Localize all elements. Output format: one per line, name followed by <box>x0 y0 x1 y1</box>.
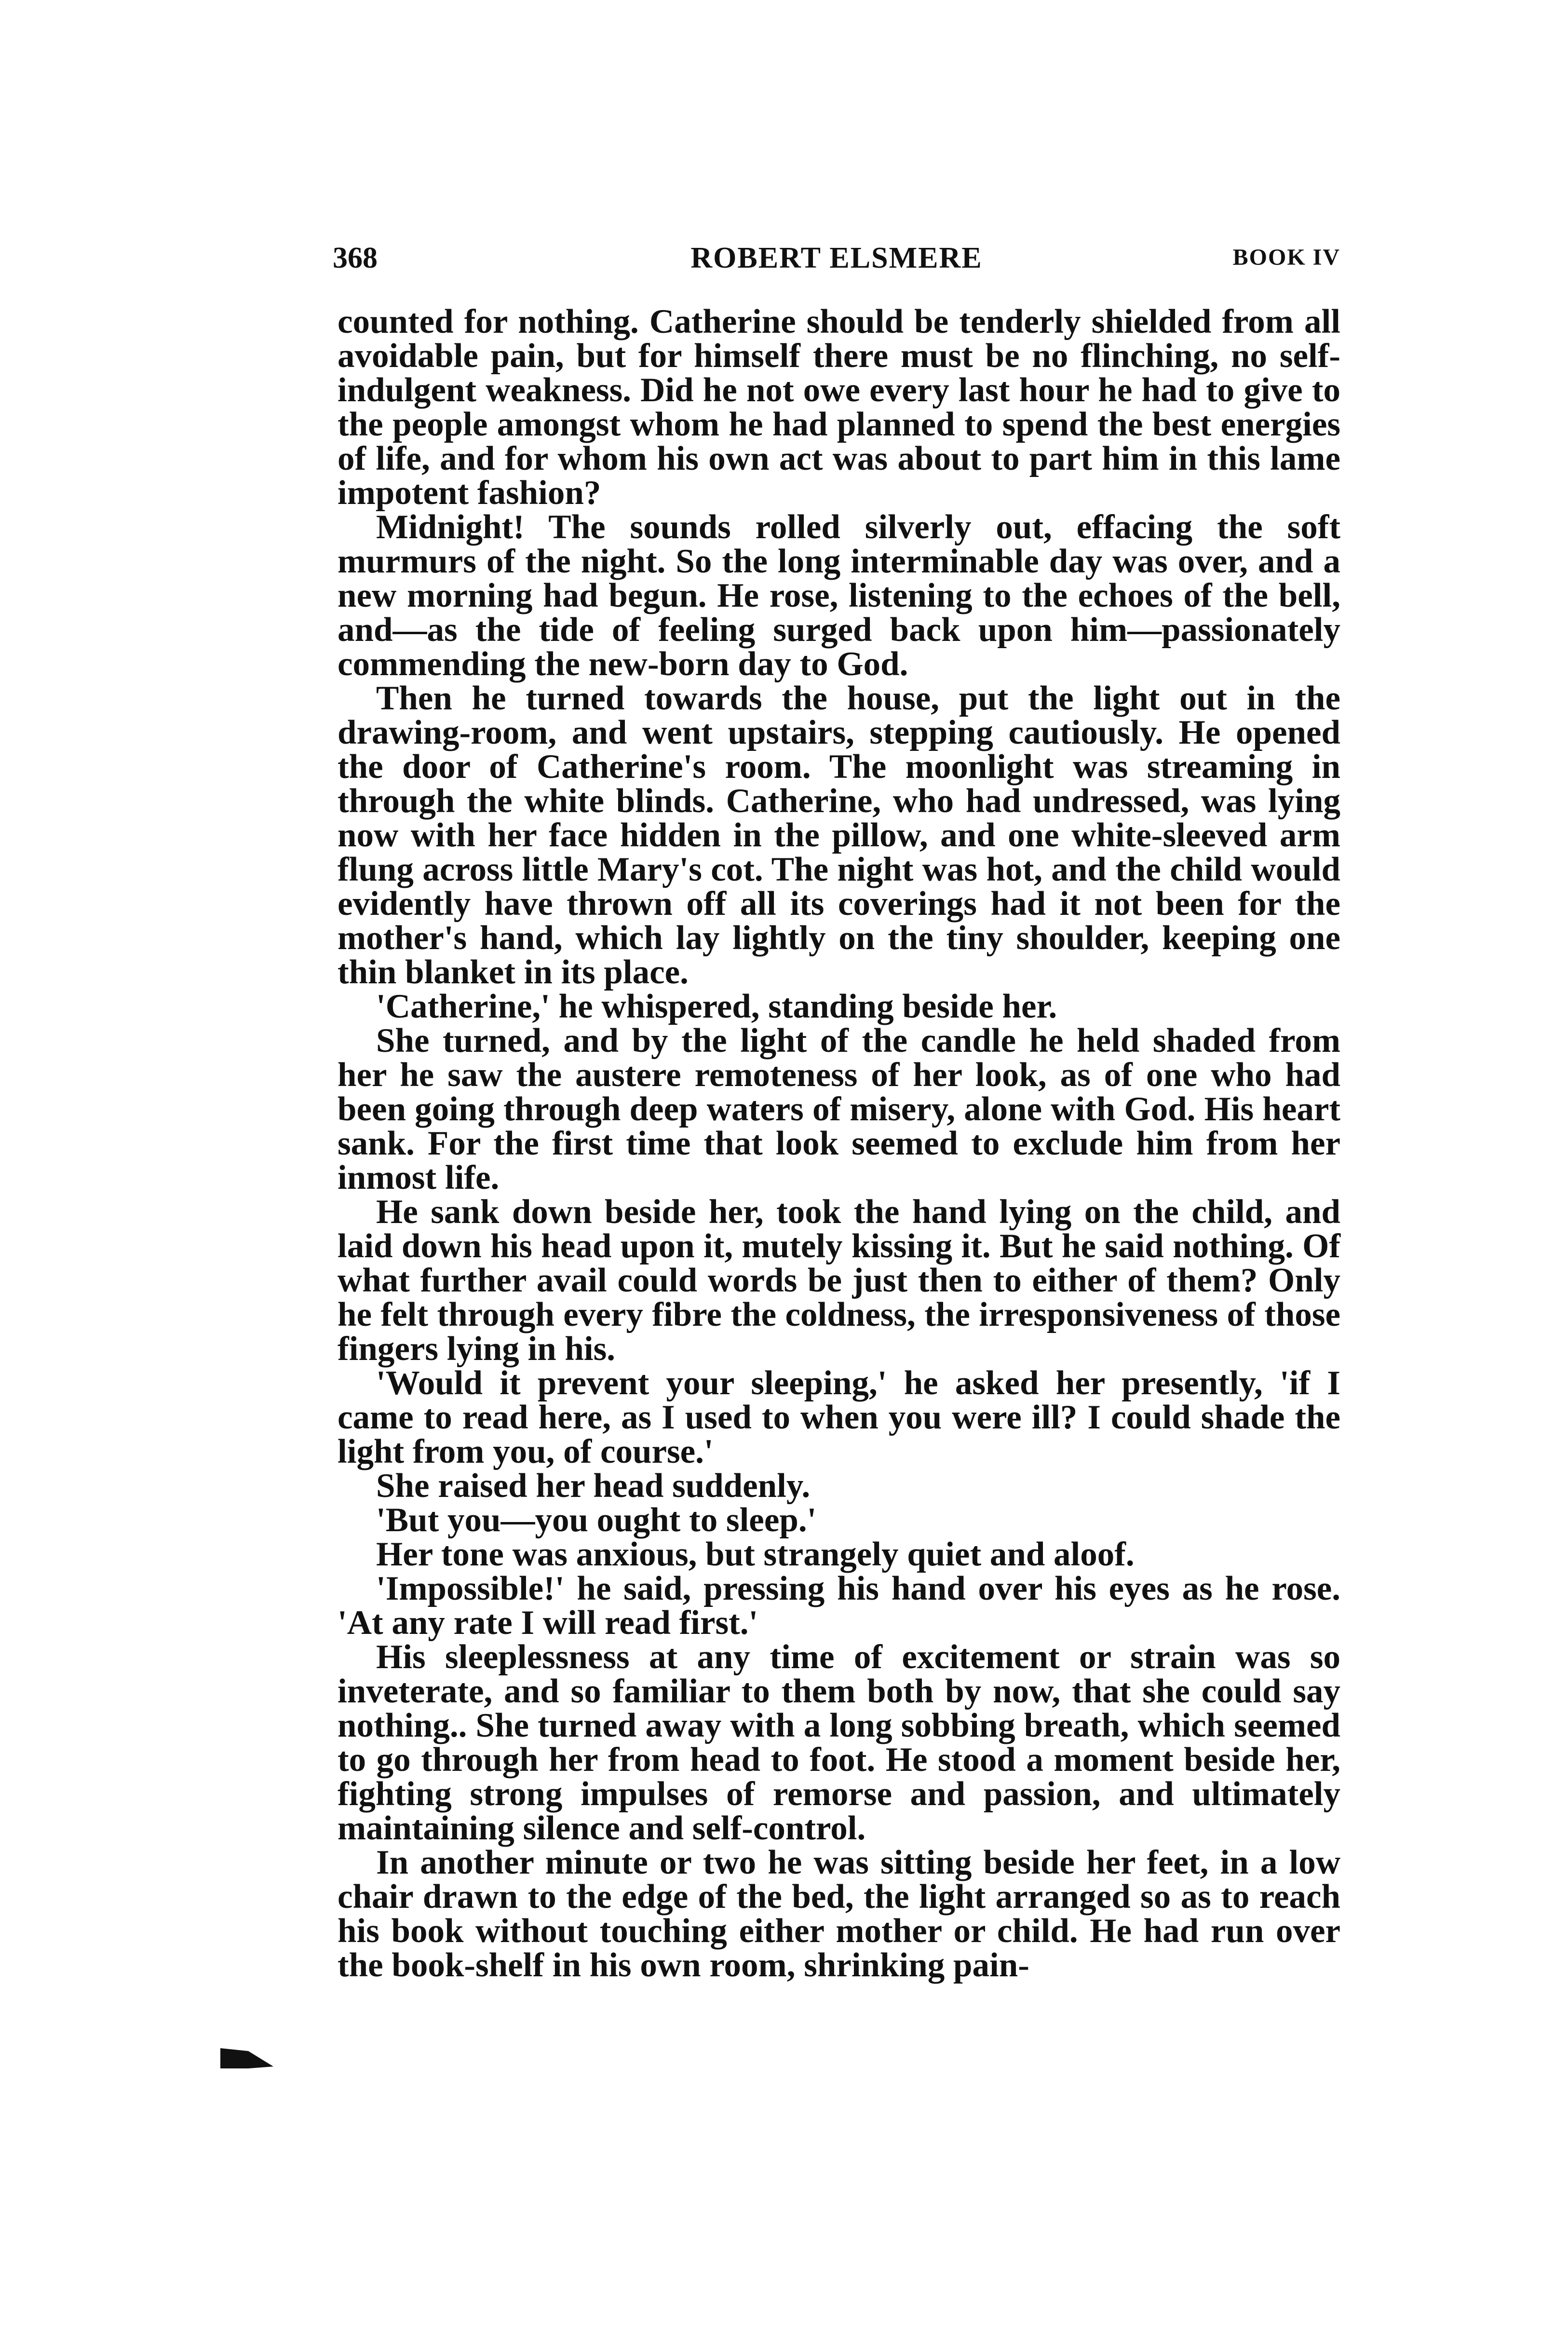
paragraph: She raised her head suddenly. <box>376 1467 811 1505</box>
paragraph: His sleeplessness at any time of excitement or strain was so inveterate, and so familiar to them both by now, that she could say nothing.. She turned away with a long sobbing breath, which seemed to go through her from head to foot. He stood a moment beside her, fighting strong impulses of remorse and passion, and ultimately maintaining silence and self-control. <box>338 1638 1340 1847</box>
paragraph: Her tone was anxious, but strangely quiet and aloof. <box>376 1536 1135 1573</box>
paragraph: She turned, and by the light of the candle he held shaded from her he saw the austere remoteness of her look, as of one who had been going through deep waters of misery, alone with God. His heart sank. For the first time that look seemed to exclude him from her inmost life. <box>338 1022 1340 1196</box>
book-label: BOOK IV <box>1232 245 1340 270</box>
paragraph: Then he turned towards the house, put the light out in the drawing-room, and went upstairs, stepping cautiously. He opened the door of Catherine's room. The moonlight was streaming in through the white blinds. Catherine, who had undressed, was lying now with her face hidden in the pillow, and one white-sleeved arm flung across little Mary's cot. The night was hot, and the child would evidently have thrown off all its coverings had it not been for the mother's hand, which lay lightly on the tiny shoulder, keeping one thin blanket in its place. <box>338 680 1340 991</box>
running-title: ROBERT ELSMERE <box>690 242 983 274</box>
page-number: 368 <box>333 242 378 274</box>
paragraph: In another minute or two he was sitting beside her feet, in a low chair drawn to the edge of the bed, the light arranged so as to reach his book without touching either mother or child. He had run over the book-shelf in his own room, shrinking pain- <box>338 1844 1340 1984</box>
paragraph: 'Would it prevent your sleeping,' he asked her presently, 'if I came to read here, as I used to when you were ill? I could shade the light from you, of course.' <box>338 1364 1340 1470</box>
body-text <box>338 305 1340 1983</box>
page-marker-icon <box>219 2042 275 2071</box>
paragraph: 'Catherine,' he whispered, standing beside her. <box>376 988 1057 1025</box>
paragraph: 'But you—you ought to sleep.' <box>376 1501 817 1539</box>
paragraph: Midnight! The sounds rolled silverly out, effacing the soft murmurs of the night. So the long interminable day was over, and a new morning had begun. He rose, listening to the echoes of the bell, and—as the tide of feeling surged back upon him—passionately commending the new-born day to God. <box>338 508 1340 683</box>
paragraph: 'Impossible!' he said, pressing his hand over his eyes as he rose. 'At any rate I will read first.' <box>338 1570 1340 1642</box>
paragraph: He sank down beside her, took the hand lying on the child, and laid down his head upon it, mutely kissing it. But he said nothing. Of what further avail could words be just then to either of them? Only he felt through every fibre the coldness, the irresponsiveness of those fingers lying in his. <box>338 1193 1340 1368</box>
running-header <box>333 241 1340 285</box>
paragraph: counted for nothing. Catherine should be tenderly shielded from all avoidable pain, but for himself there must be no flinching, no self-indulgent weakness. Did he not owe every last hour he had to give to the people amongst whom he had planned to spend the best energies of life, and for whom his own act was about to part him in this lame impotent fashion? <box>338 303 1340 512</box>
